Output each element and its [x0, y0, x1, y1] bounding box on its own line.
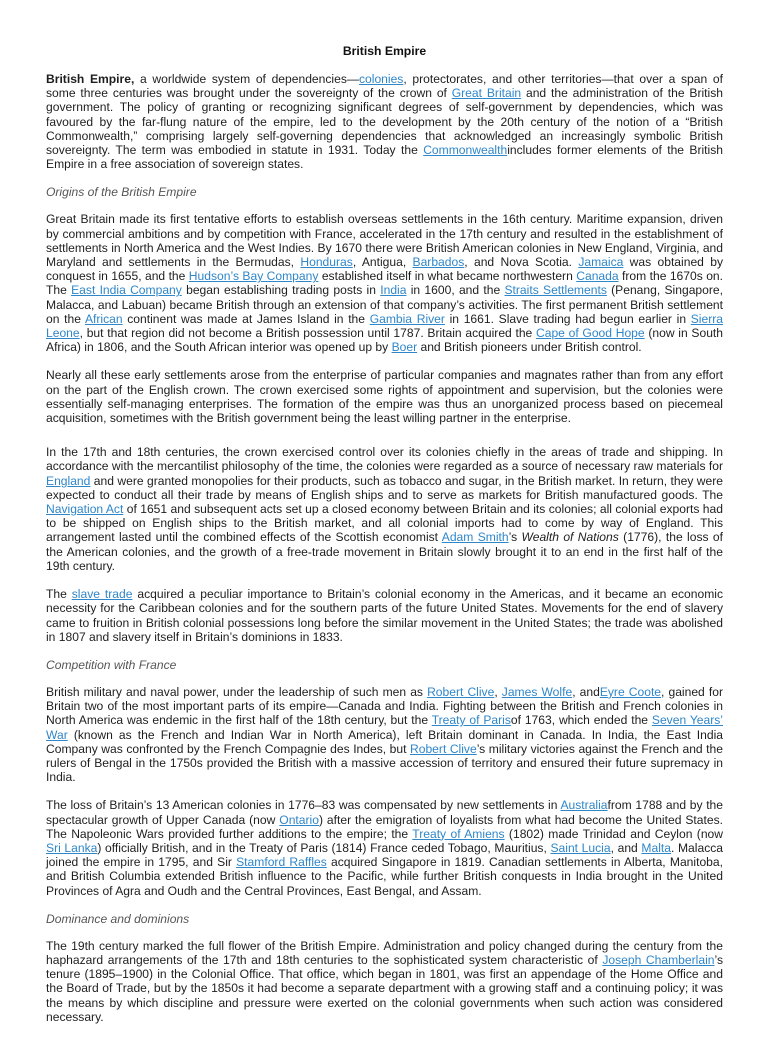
competition-paragraph-2 — [46, 798, 723, 897]
link-robert-clive[interactable]: Robert Clive — [410, 741, 477, 756]
link-great-britain[interactable]: Great Britain — [451, 86, 522, 101]
text-run: (known as the French and Indian War in North America), left Britain dominant in Canada. In India, the East India Company was confronted by the French Compagnie des Indes, but — [46, 727, 723, 756]
link-treaty-of-amiens[interactable]: Treaty of Amiens — [412, 826, 505, 841]
link-slave-trade[interactable]: slave trade — [71, 587, 133, 602]
link-treaty-of-paris[interactable]: Treaty of Paris — [431, 713, 511, 728]
link-joseph-chamberlain[interactable]: Joseph Chamberlain — [602, 952, 715, 967]
text-run: and the administration of the British government. The policy of granting or recognizing significant degrees of self-government by dependencies, which was favoured by the far-flung nature of the empire, led to the development by the 20th century of the notion of a “British Commonwealth,” comprising largely self-governing dependencies that acknowledged an increasingly symbolic British sovereignty. The term was embodied in statute in 1931. Today the — [46, 86, 723, 158]
page-title: British Empire — [342, 44, 427, 58]
article-content — [46, 72, 723, 1024]
link-seven-years-war[interactable]: Seven Years’ War — [46, 713, 723, 742]
origins-paragraph-2 — [46, 368, 723, 425]
text-run: in 1600, and the — [406, 283, 505, 298]
text-run: Nearly all these early settlements arose from the enterprise of particular companies and magnates rather than from any effort on the part of the English crown. The crown exercised some rights of appointment and supervision, but the colonies were essentially self-managing enterprises. The formation of the empire was thus an unorganized process based on piecemeal acquisition, sometimes with the British government being the least willing partner in the enterprise. — [46, 368, 723, 426]
text-run: , — [494, 684, 502, 699]
text-run: began establishing trading posts in — [181, 283, 381, 298]
text-run: ) officially British, and in the Treaty of Paris (1814) France ceded Tobago, Mauritius, — [97, 840, 551, 855]
bold-term: British Empire, — [46, 72, 135, 86]
link-sri-lanka[interactable]: Sri Lanka — [46, 840, 98, 855]
text-run: ’s tenure (1895–1900) in the Colonial Office. That office, which began in 1801, was first an appendage of the Home Office and the Board of Trade, but by the 1850s it had become a separate department with a growing staff and a continuing policy; it was the means by which discipline and pressure were exerted on the colonial governments when such action was considered necessary. — [46, 952, 723, 1024]
text-run: a worldwide system of dependencies— — [134, 72, 359, 86]
heading-dominance: Dominance and dominions — [46, 911, 190, 926]
document-body — [46, 40, 723, 1038]
competition-paragraph-1 — [46, 685, 723, 784]
text-run: in 1661. Slave trading had begun earlier in — [444, 311, 691, 326]
text-run: (now in South Africa) in 1806, and the South African interior was opened up by — [46, 326, 724, 355]
link-colonies[interactable]: colonies — [358, 72, 404, 86]
origins-paragraph-1 — [46, 212, 723, 354]
origins-paragraph-3 — [46, 445, 723, 573]
italic-title: Wealth of Nations — [521, 530, 619, 545]
text-run: , and — [610, 840, 642, 855]
link-india[interactable]: India — [380, 283, 407, 298]
text-run: and were granted monopolies for their products, such as tobacco and sugar, in the British market. In return, they were expected to conduct all their trade by means of English ships and to serve as markets for British manufactured goods. The — [46, 473, 723, 502]
text-run: (1776), the loss of the American colonies, and the growth of a free-trade movement in Britain slowly brought it to an end in the first half of the 19th century. — [46, 530, 723, 573]
link-stamford-raffles[interactable]: Stamford Raffles — [236, 855, 327, 870]
text-run: (1802) made Trinidad and Ceylon (now — [504, 826, 723, 841]
link-hudson-s-bay-company[interactable]: Hudson’s Bay Company — [188, 269, 319, 284]
text-run: of 1651 and subsequent acts set up a closed economy between Britain and its colonies; all colonial exports had to be shipped on English ships to the British market, and all colonial imports had to come by way of England. This arrangement lasted until the combined effects of the Scottish economist — [46, 502, 723, 545]
text-run: , protectorates, and other territories—that over a span of some three centuries was brought under the sovereignty of the crown of — [46, 72, 723, 101]
text-run: includes former elements of the British Empire in a free association of sovereign states. — [46, 143, 723, 172]
text-run: established itself in what became northwestern — [318, 269, 577, 284]
link-eyre-coote[interactable]: Eyre Coote — [599, 684, 662, 699]
link-boer[interactable]: Boer — [391, 340, 418, 355]
link-ontario[interactable]: Ontario — [279, 812, 319, 827]
link-honduras[interactable]: Honduras — [300, 255, 353, 270]
text-run: , Antigua, — [352, 255, 413, 270]
link-barbados[interactable]: Barbados — [412, 255, 465, 270]
link-navigation-act[interactable]: Navigation Act — [46, 502, 124, 517]
link-east-india-company[interactable]: East India Company — [71, 283, 182, 298]
link-straits-settlements[interactable]: Straits Settlements — [504, 283, 607, 298]
link-commonwealth[interactable]: Commonwealth — [423, 143, 508, 158]
text-run: The — [46, 587, 72, 602]
link-cape-of-good-hope[interactable]: Cape of Good Hope — [536, 326, 645, 341]
text-run: , and Nova Scotia. — [464, 255, 579, 270]
link-jamaica[interactable]: Jamaica — [578, 255, 624, 270]
link-gambia-river[interactable]: Gambia River — [369, 311, 445, 326]
text-run: (Penang, Singapore, Malacca, and Labuan) became British through an extension of that company’s activities. The first permanent British settlement on the — [46, 283, 723, 326]
text-run: ’s — [508, 530, 522, 545]
text-run: , gained for Britain two of the most important parts of its empire—Canada and India. Fighting between the British and French colonies in North America was endemic in the first half of the 18th century, but the — [46, 684, 723, 728]
text-run: acquired Singapore in 1819. Canadian settlements in Alberta, Manitoba, and British Columbia extended British influence to the Pacific, while further British conquests in India brought in the United Provinces of Agra and Oudh and the Central Provinces, East Bengal, and Assam. — [46, 855, 723, 898]
text-run: British military and naval power, under the leadership of such men as — [46, 684, 428, 699]
text-run: from the 1670s on. The — [46, 269, 724, 298]
link-african[interactable]: African — [84, 311, 123, 326]
text-run: ’s military victories against the French and the rulers of Bengal in the 1750s provided the British with a massive accession of territory and ensured their future supremacy in India. — [46, 741, 723, 785]
link-adam-smith[interactable]: Adam Smith — [441, 530, 509, 545]
link-australia[interactable]: Australia — [560, 798, 608, 813]
origins-paragraph-4 — [46, 587, 723, 644]
intro-paragraph — [46, 72, 723, 171]
text-run: , but that region did not become a British possession until 1787. Britain acquired the — [79, 326, 536, 341]
link-saint-lucia[interactable]: Saint Lucia — [550, 840, 611, 855]
text-run: from 1788 and by the spectacular growth of Upper Canada (now — [46, 798, 724, 827]
text-run: acquired a peculiar importance to Britain’s colonial economy in the Americas, and it became an economic necessity for the Caribbean colonies and for the southern parts of the future United States. Movements for the end of slavery came to fruition in British colonial possessions long before the similar movement in the United States; the trade was abolished in 1807 and slavery itself in Britain’s dominions in 1833. — [46, 587, 724, 644]
link-sierra-leone[interactable]: Sierra Leone — [46, 311, 723, 341]
heading-competition: Competition with France — [46, 657, 177, 672]
text-run: , and — [572, 684, 600, 699]
link-malta[interactable]: Malta — [641, 840, 671, 855]
link-robert-clive[interactable]: Robert Clive — [427, 684, 495, 699]
text-run: In the 17th and 18th centuries, the crown exercised control over its colonies chiefly in the areas of trade and shipping. In accordance with the mercantilist philosophy of the time, the colonies were regarded as a source of necessary raw materials for — [46, 445, 723, 474]
dominance-paragraph-1 — [46, 939, 723, 1024]
text-run: and British pioneers under British control. — [417, 340, 642, 355]
text-run: The 19th century marked the full flower of the British Empire. Administration and policy changed during the century from the haphazard arrangements of the 17th and 18th centuries to the sophisticated system characteristic of — [46, 938, 723, 967]
text-run: ) after the emigration of loyalists from what had become the United States. The Napoleonic Wars provided further additions to the empire; the — [46, 812, 724, 841]
link-canada[interactable]: Canada — [576, 269, 619, 284]
text-run: . Malacca joined the empire in 1795, and Sir — [46, 840, 724, 870]
heading-origins: Origins of the British Empire — [46, 185, 197, 200]
text-run: Great Britain made its first tentative efforts to establish overseas settlements in the 16th century. Maritime expansion, driven by commercial ambitions and by competition with France, accelerated in the 17th century and resulted in the establishment of settlements in North America and the West Indies. By 1670 there were British American colonies in New England, Virginia, and Maryland and settlements in the Bermudas, — [46, 212, 723, 270]
link-james-wolfe[interactable]: James Wolfe — [501, 684, 573, 699]
text-run: The loss of Britain’s 13 American colonies in 1776–83 was compensated by new settlements in — [46, 798, 561, 813]
link-england[interactable]: England — [46, 473, 91, 488]
text-run: was obtained by conquest in 1655, and the — [46, 255, 723, 284]
text-run: continent was made at James Island in the — [122, 311, 370, 326]
text-run: of 1763, which ended the — [510, 713, 652, 728]
